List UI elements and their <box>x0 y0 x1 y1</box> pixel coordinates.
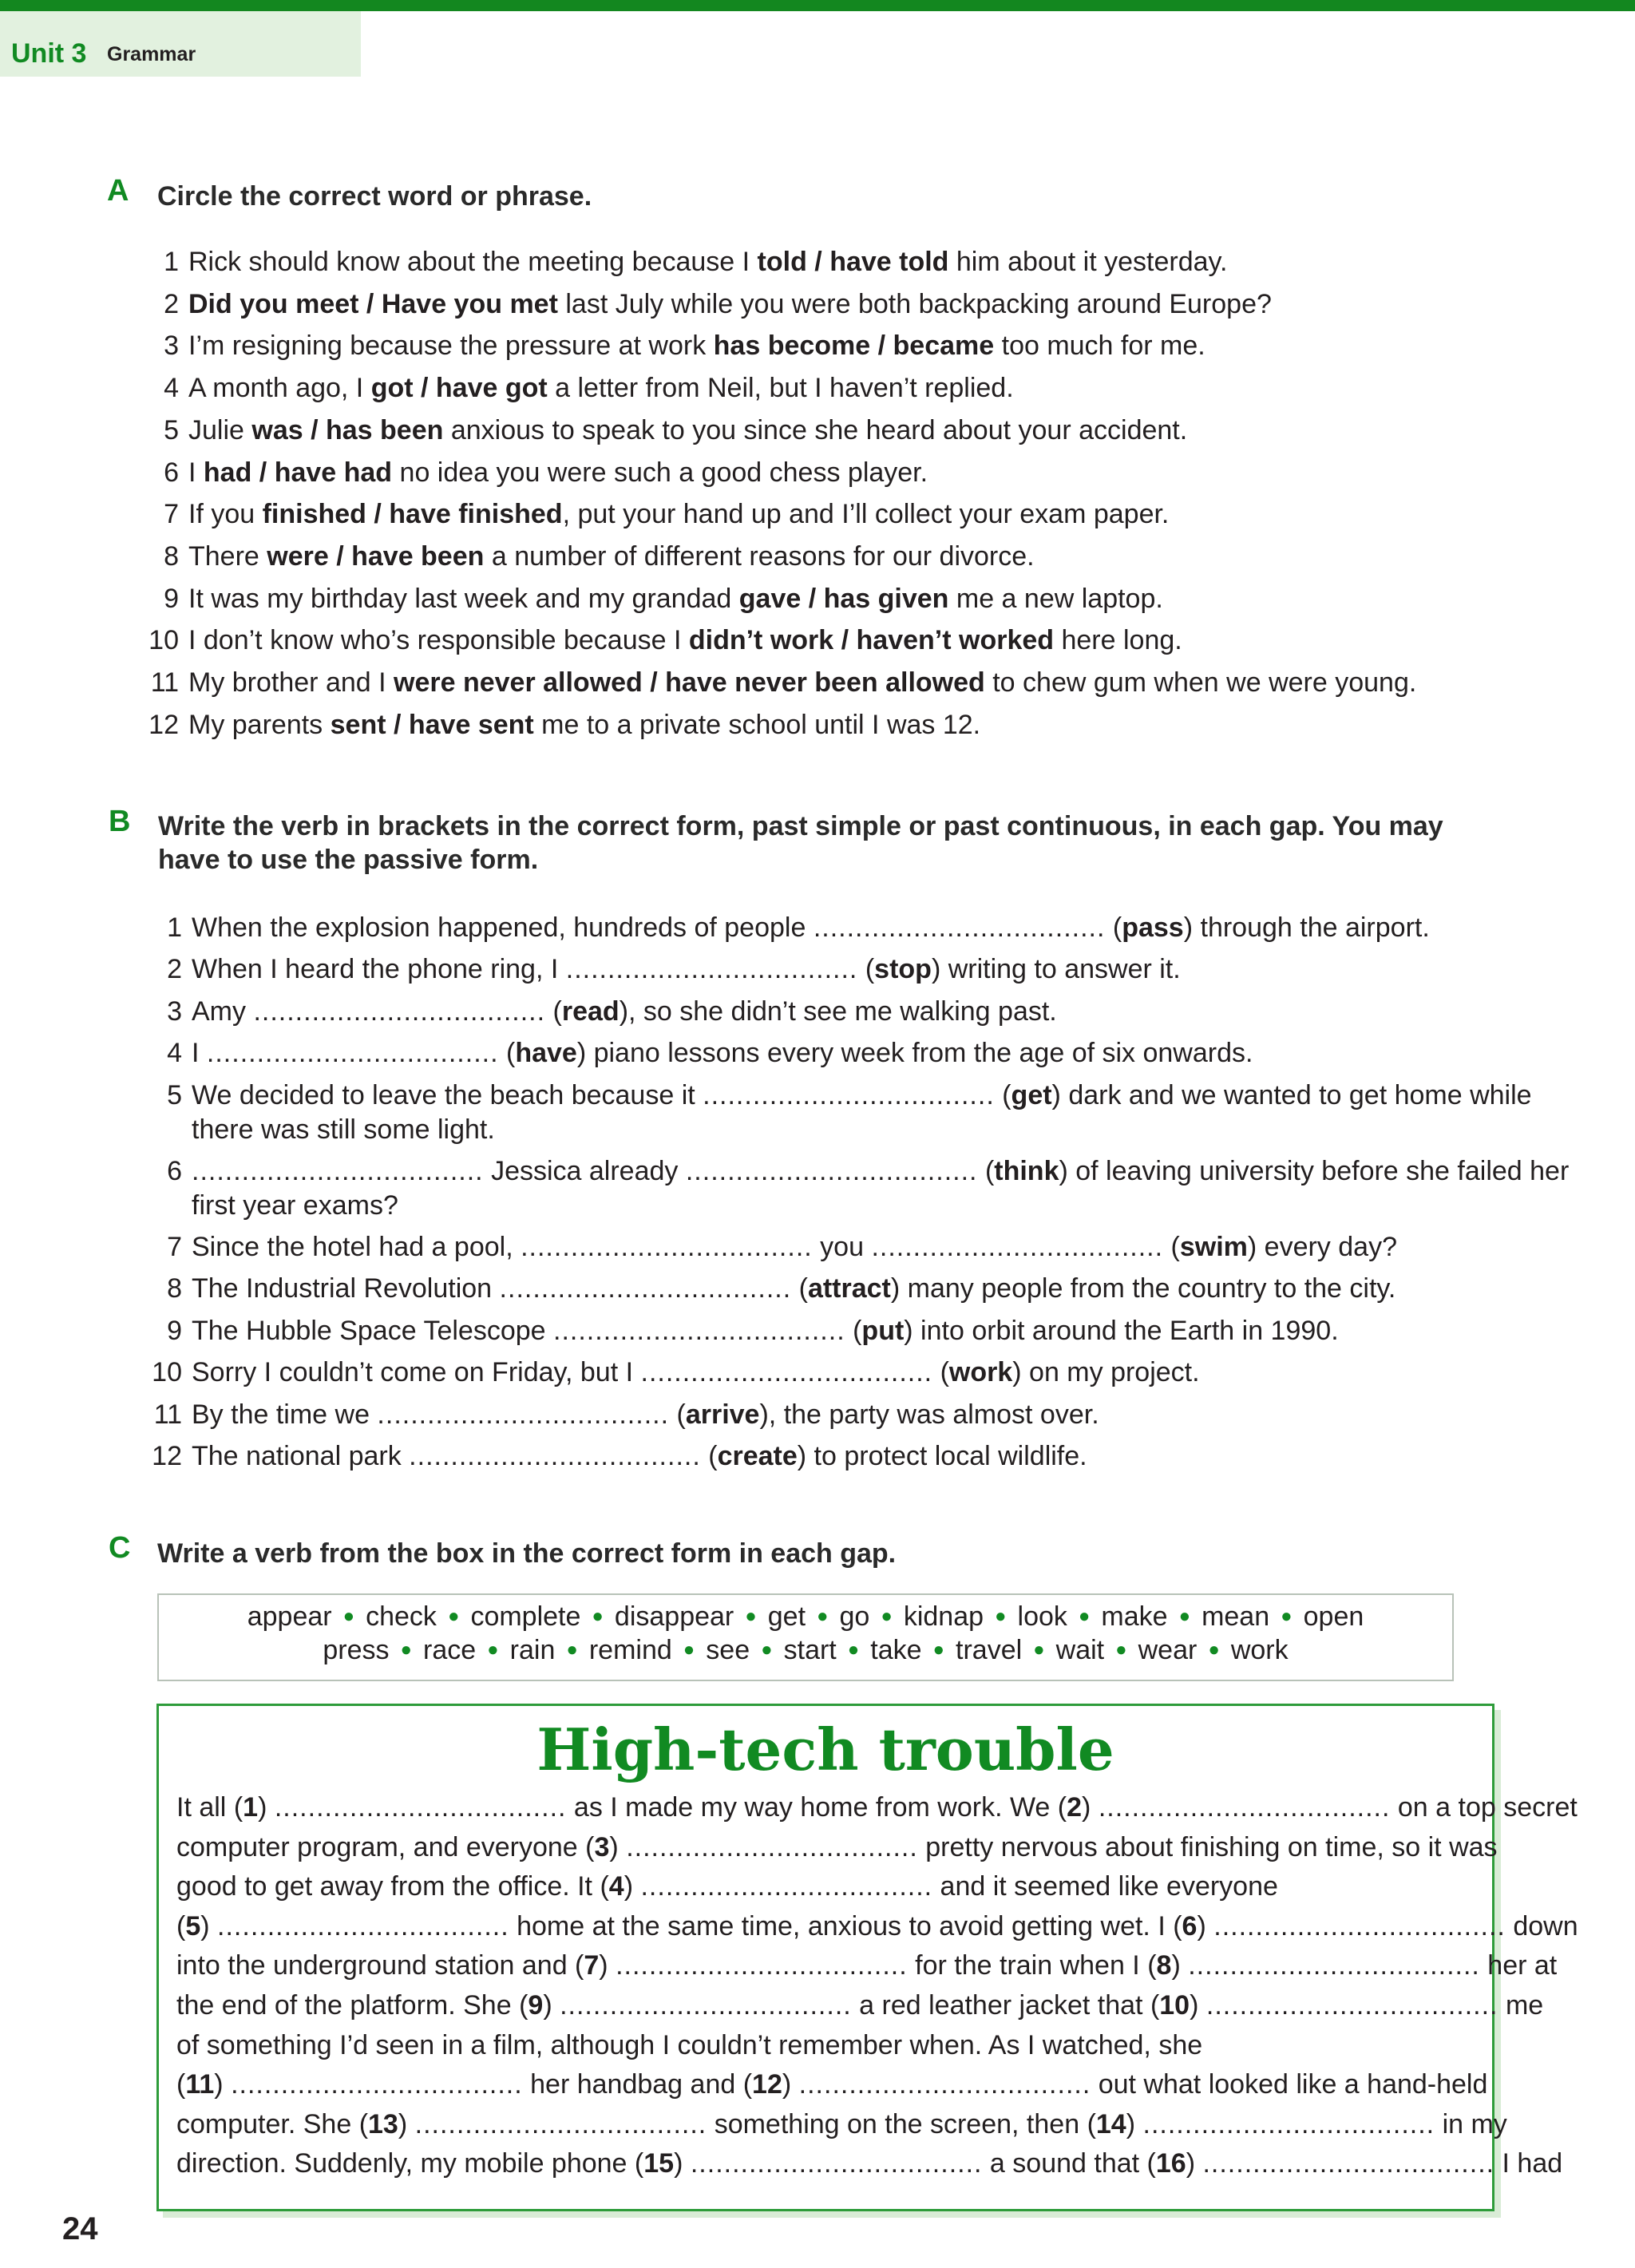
story-line: computer program, and everyone (3) ................................... pretty nervous about finishing on time, so it was <box>176 1831 1498 1862</box>
item-number: 2 <box>164 288 179 319</box>
bullet-separator: ● <box>1178 1605 1191 1627</box>
section-b-item: 9 The Hubble Space Telescope ................................... (put) into orbit around the Earth in 1990. <box>192 1313 1339 1348</box>
item-text: to chew gum when we were young. <box>984 667 1417 698</box>
answer-gap[interactable]: ................................... <box>813 912 1106 943</box>
answer-gap[interactable]: ................................... <box>626 1831 918 1862</box>
section-a-item <box>164 241 1228 283</box>
item-number: 7 <box>164 499 179 530</box>
item-text: There <box>188 540 267 572</box>
answer-gap[interactable]: ................................... <box>499 1273 792 1304</box>
word-box-row-2 <box>159 1635 1452 1666</box>
section-b-item: 10 Sorry I couldn’t come on Friday, but I ................................... (work) on my project. <box>192 1355 1200 1390</box>
answer-gap[interactable]: ................................... <box>690 2148 983 2179</box>
item-text: I don’t know who’s responsible because I <box>188 625 689 656</box>
item-number: 6 <box>164 457 179 488</box>
answer-gap[interactable]: ................................... <box>703 1080 995 1110</box>
answer-gap[interactable]: ................................... <box>274 1792 567 1823</box>
choice-options[interactable]: got / have got <box>370 373 548 404</box>
gap-number: 2 <box>1067 1792 1083 1823</box>
item-text: him about it yesterday. <box>948 247 1228 277</box>
answer-gap[interactable]: ................................... <box>616 1950 908 1981</box>
bullet-separator: ● <box>1281 1605 1293 1627</box>
answer-gap[interactable]: ................................... <box>871 1232 1164 1262</box>
answer-gap[interactable]: ................................... <box>1142 2108 1435 2139</box>
section-c-instruction: Write a verb from the box in the correct form in each gap. <box>157 1538 897 1569</box>
story-line: It all (1) ................................... as I made my way home from work. We (2) ................................... on a top secret <box>176 1792 1578 1823</box>
section-a-item <box>164 452 928 493</box>
verb-prompt: pass <box>1122 912 1184 943</box>
item-number: 9 <box>164 583 179 614</box>
item-number: 5 <box>167 1080 182 1110</box>
word-option: work <box>1230 1635 1289 1665</box>
word-option: race <box>423 1635 477 1665</box>
section-b-item: 2 When I heard the phone ring, I ................................... (stop) writing to answer it. <box>192 952 1181 987</box>
gap-number: 9 <box>528 1990 544 2021</box>
item-text: me a new laptop. <box>948 583 1163 614</box>
item-number: 4 <box>167 1038 182 1068</box>
story-box <box>156 1704 1578 2211</box>
section-a-item <box>150 662 1417 703</box>
gap-number: 7 <box>584 1950 600 1981</box>
item-number: 1 <box>167 912 182 943</box>
bullet-separator: ● <box>1115 1639 1127 1660</box>
word-box <box>157 1593 1454 1681</box>
bullet-separator: ● <box>683 1639 695 1660</box>
bullet-separator: ● <box>447 1605 460 1627</box>
answer-gap[interactable]: ................................... <box>685 1156 978 1186</box>
item-text: me to a private school until I was 12. <box>533 709 981 740</box>
story-line: computer. She (13) ................................... something on the screen, then (14) ................................... in my <box>176 2108 1507 2139</box>
verb-prompt: work <box>948 1357 1013 1387</box>
word-option: appear <box>247 1601 332 1632</box>
answer-gap[interactable]: ................................... <box>409 1441 701 1471</box>
unit-label: Unit 3 <box>11 38 87 69</box>
gap-number: 11 <box>185 2069 215 2100</box>
word-option: remind <box>588 1635 672 1665</box>
answer-gap[interactable]: ................................... <box>521 1232 813 1262</box>
section-a-item <box>164 410 1188 451</box>
item-number: 10 <box>152 1357 182 1387</box>
item-text: too much for me. <box>994 331 1205 362</box>
section-a-item <box>148 704 981 746</box>
choice-options[interactable]: finished / have finished <box>262 499 563 530</box>
bullet-separator: ● <box>400 1639 413 1660</box>
word-option: open <box>1303 1601 1364 1632</box>
answer-gap[interactable]: ................................... <box>206 1038 499 1068</box>
item-text: anxious to speak to you since she heard about your accident. <box>443 414 1188 445</box>
page-number: 24 <box>62 2211 98 2246</box>
word-option: kidnap <box>903 1601 984 1632</box>
bullet-separator: ● <box>932 1639 945 1660</box>
answer-gap[interactable]: ................................... <box>1213 1910 1506 1941</box>
section-b-item: 11 By the time we ................................... (arrive), the party was almost over. <box>192 1397 1099 1432</box>
item-number: 5 <box>164 414 179 445</box>
word-option: go <box>839 1601 870 1632</box>
item-number: 9 <box>167 1316 182 1346</box>
section-b-item: 6 ................................... Jessica already ................................... (think) of leaving university before she failed her <box>192 1154 1569 1189</box>
answer-gap[interactable]: ................................... <box>553 1316 845 1346</box>
gap-number: 13 <box>368 2108 398 2139</box>
bullet-separator: ● <box>817 1605 829 1627</box>
word-option: complete <box>470 1601 581 1632</box>
item-number: 8 <box>167 1273 182 1304</box>
verb-prompt: read <box>561 996 620 1027</box>
item-text: If you <box>188 499 263 530</box>
gap-number: 1 <box>243 1792 259 1823</box>
word-option: rain <box>509 1635 556 1665</box>
answer-gap[interactable]: ................................... <box>1202 2148 1495 2179</box>
choice-options[interactable]: gave / has given <box>738 583 949 614</box>
answer-gap[interactable]: ................................... <box>1205 1990 1498 2021</box>
verb-prompt: get <box>1011 1080 1052 1110</box>
word-option: disappear <box>614 1601 734 1632</box>
story-line: good to get away from the office. It (4) ................................... and it seemed like everyone <box>176 1871 1278 1902</box>
bullet-separator: ● <box>592 1605 604 1627</box>
gap-number: 12 <box>752 2069 782 2100</box>
item-number: 4 <box>164 373 179 404</box>
item-number: 11 <box>153 1399 182 1430</box>
section-b-item: 1 When the explosion happened, hundreds of people ................................... (pass) through the airport. <box>192 910 1430 945</box>
section-b-letter: B <box>109 805 131 838</box>
answer-gap[interactable]: ................................... <box>1188 1950 1480 1981</box>
item-text: A month ago, I <box>188 373 371 404</box>
bullet-separator: ● <box>1078 1605 1091 1627</box>
word-option: wear <box>1138 1635 1198 1665</box>
choice-options[interactable]: was / has been <box>251 414 444 445</box>
choice-options[interactable]: were never allowed / have never been allowed <box>394 667 985 698</box>
story-line: direction. Suddenly, my mobile phone (15) ................................... a sound that (16) ................................... I had <box>176 2148 1563 2179</box>
answer-gap[interactable]: ................................... <box>560 1990 852 2021</box>
answer-gap[interactable]: ................................... <box>640 1871 933 1902</box>
verb-prompt: swim <box>1179 1232 1248 1262</box>
bullet-separator: ● <box>1208 1639 1220 1660</box>
section-b-item: 12 The national park ................................... (create) to protect local wildlife. <box>192 1439 1087 1474</box>
answer-gap[interactable]: ................................... <box>192 1156 484 1186</box>
bullet-separator: ● <box>995 1605 1007 1627</box>
word-option: take <box>870 1635 922 1665</box>
item-text: no idea you were such a good chess player. <box>392 457 928 488</box>
word-option: make <box>1101 1601 1168 1632</box>
item-text: a letter from Neil, but I haven’t replied. <box>547 373 1014 404</box>
story-line: the end of the platform. She (9) ................................... a red leather jacket that (10) ................................... me <box>176 1990 1544 2021</box>
story-line: (11) ................................... her handbag and (12) ................................... out what looked like a hand-held <box>176 2069 1488 2100</box>
item-number: 12 <box>152 1441 182 1471</box>
item-number: 8 <box>164 540 179 572</box>
item-number: 12 <box>148 709 179 740</box>
section-a-item <box>164 578 1163 619</box>
section-b-item: 7 Since the hotel had a pool, ................................... you ................................... (swim) every day? <box>192 1229 1397 1265</box>
bullet-separator: ● <box>566 1639 578 1660</box>
answer-gap[interactable]: ................................... <box>231 2069 523 2100</box>
section-b-item-continuation: there was still some light. <box>192 1114 495 1145</box>
item-text: Rick should know about the meeting because I <box>188 247 758 277</box>
section-a-item <box>164 536 1035 577</box>
item-number: 10 <box>148 625 179 656</box>
item-number: 3 <box>164 331 179 362</box>
section-label: Grammar <box>107 43 196 65</box>
story-line: (5) ................................... home at the same time, anxious to avoid getting wet. I (6) ................................... down <box>176 1910 1578 1941</box>
choice-options[interactable]: were / have been <box>267 540 485 572</box>
section-a-item <box>164 325 1205 366</box>
verb-prompt: arrive <box>685 1399 760 1430</box>
answer-gap[interactable]: ................................... <box>253 996 546 1027</box>
section-b-item: 4 I ................................... (have) piano lessons every week from the age of six onwards. <box>192 1035 1253 1071</box>
bullet-separator: ● <box>342 1605 355 1627</box>
item-text: I <box>188 457 204 488</box>
answer-gap[interactable]: ................................... <box>414 2108 707 2139</box>
answer-gap[interactable]: ................................... <box>217 1910 509 1941</box>
answer-gap[interactable]: ................................... <box>798 2069 1091 2100</box>
section-b-item-continuation: first year exams? <box>192 1190 398 1221</box>
item-text: My brother and I <box>188 667 394 698</box>
bullet-separator: ● <box>881 1605 893 1627</box>
section-b-instruction-line2: have to use the passive form. <box>158 845 539 875</box>
answer-gap[interactable]: ................................... <box>640 1357 933 1387</box>
verb-prompt: create <box>717 1441 798 1471</box>
item-number: 2 <box>167 954 182 984</box>
bullet-separator: ● <box>1033 1639 1045 1660</box>
verb-prompt: put <box>861 1316 905 1346</box>
word-option: check <box>366 1601 437 1632</box>
verb-prompt: attract <box>807 1273 891 1304</box>
word-option: press <box>323 1635 390 1665</box>
item-text: Julie <box>188 414 252 445</box>
choice-options[interactable]: sent / have sent <box>330 709 534 740</box>
gap-number: 6 <box>1182 1910 1198 1941</box>
item-text: It was my birthday last week and my grandad <box>188 583 739 614</box>
item-number: 7 <box>167 1232 182 1262</box>
bullet-separator: ● <box>487 1639 499 1660</box>
item-text: I’m resigning because the pressure at work <box>188 331 714 362</box>
word-option: travel <box>956 1635 1023 1665</box>
top-accent-bar <box>0 0 1635 11</box>
word-option: look <box>1017 1601 1067 1632</box>
word-option: see <box>706 1635 750 1665</box>
word-option: start <box>783 1635 837 1665</box>
gap-number: 10 <box>1159 1990 1190 2021</box>
section-b-item: 3 Amy ................................... (read), so she didn’t see me walking past. <box>192 994 1057 1029</box>
section-a-item <box>164 493 1170 535</box>
item-text: last July while you were both backpacking around Europe? <box>557 288 1272 319</box>
bullet-separator: ● <box>847 1639 860 1660</box>
bullet-separator: ● <box>761 1639 773 1660</box>
item-number: 11 <box>150 667 179 698</box>
verb-prompt: stop <box>874 954 932 984</box>
word-option: wait <box>1055 1635 1105 1665</box>
choice-options[interactable]: told / have told <box>757 247 949 277</box>
verb-prompt: think <box>994 1156 1059 1186</box>
item-text: a number of different reasons for our divorce. <box>484 540 1035 572</box>
section-b-instruction-line1: Write the verb in brackets in the correct form, past simple or past continuous, in each gap. You may <box>158 811 1443 841</box>
choice-options[interactable]: didn’t work / haven’t worked <box>688 625 1055 656</box>
item-number: 6 <box>167 1156 182 1186</box>
word-box-row-1 <box>159 1601 1452 1633</box>
item-text: , put your hand up and I’ll collect your exam paper. <box>562 499 1170 530</box>
section-c-letter: C <box>109 1531 131 1565</box>
section-a-letter: A <box>107 174 129 208</box>
section-b-item: 8 The Industrial Revolution ................................... (attract) many people from the country to the city. <box>192 1271 1395 1306</box>
gap-number: 15 <box>643 2148 675 2179</box>
section-a-item <box>164 367 1014 409</box>
item-number: 1 <box>164 247 179 277</box>
answer-gap[interactable]: ................................... <box>377 1399 670 1430</box>
section-a-item <box>164 283 1272 325</box>
item-text: My parents <box>188 709 331 740</box>
story-title: High-tech trouble <box>536 1716 1114 1783</box>
gap-number: 5 <box>185 1910 201 1941</box>
gap-number: 14 <box>1095 2108 1126 2139</box>
gap-number: 3 <box>594 1831 610 1862</box>
gap-number: 4 <box>608 1871 624 1902</box>
item-number: 3 <box>167 996 182 1027</box>
choice-options[interactable]: has become / became <box>713 331 995 362</box>
word-option: mean <box>1202 1601 1270 1632</box>
bullet-separator: ● <box>745 1605 757 1627</box>
section-a-item <box>148 619 1182 661</box>
verb-prompt: have <box>515 1038 577 1068</box>
gap-number: 16 <box>1155 2148 1186 2179</box>
choice-options[interactable]: Did you meet / Have you met <box>188 288 558 319</box>
choice-options[interactable]: had / have had <box>203 457 393 488</box>
section-a-instruction: Circle the correct word or phrase. <box>157 181 592 212</box>
answer-gap[interactable]: ................................... <box>1098 1792 1391 1823</box>
word-option: get <box>767 1601 806 1632</box>
answer-gap[interactable]: ................................... <box>565 954 858 984</box>
story-line: into the underground station and (7) ................................... for the train when I (8) ................................... her at <box>176 1950 1558 1981</box>
story-line: of something I’d seen in a film, although I couldn’t remember when. As I watched, she <box>176 2029 1203 2060</box>
item-text: here long. <box>1054 625 1182 656</box>
section-b-item: 5 We decided to leave the beach because it ................................... (get) dark and we wanted to get home while <box>192 1078 1532 1113</box>
gap-number: 8 <box>1156 1950 1172 1981</box>
